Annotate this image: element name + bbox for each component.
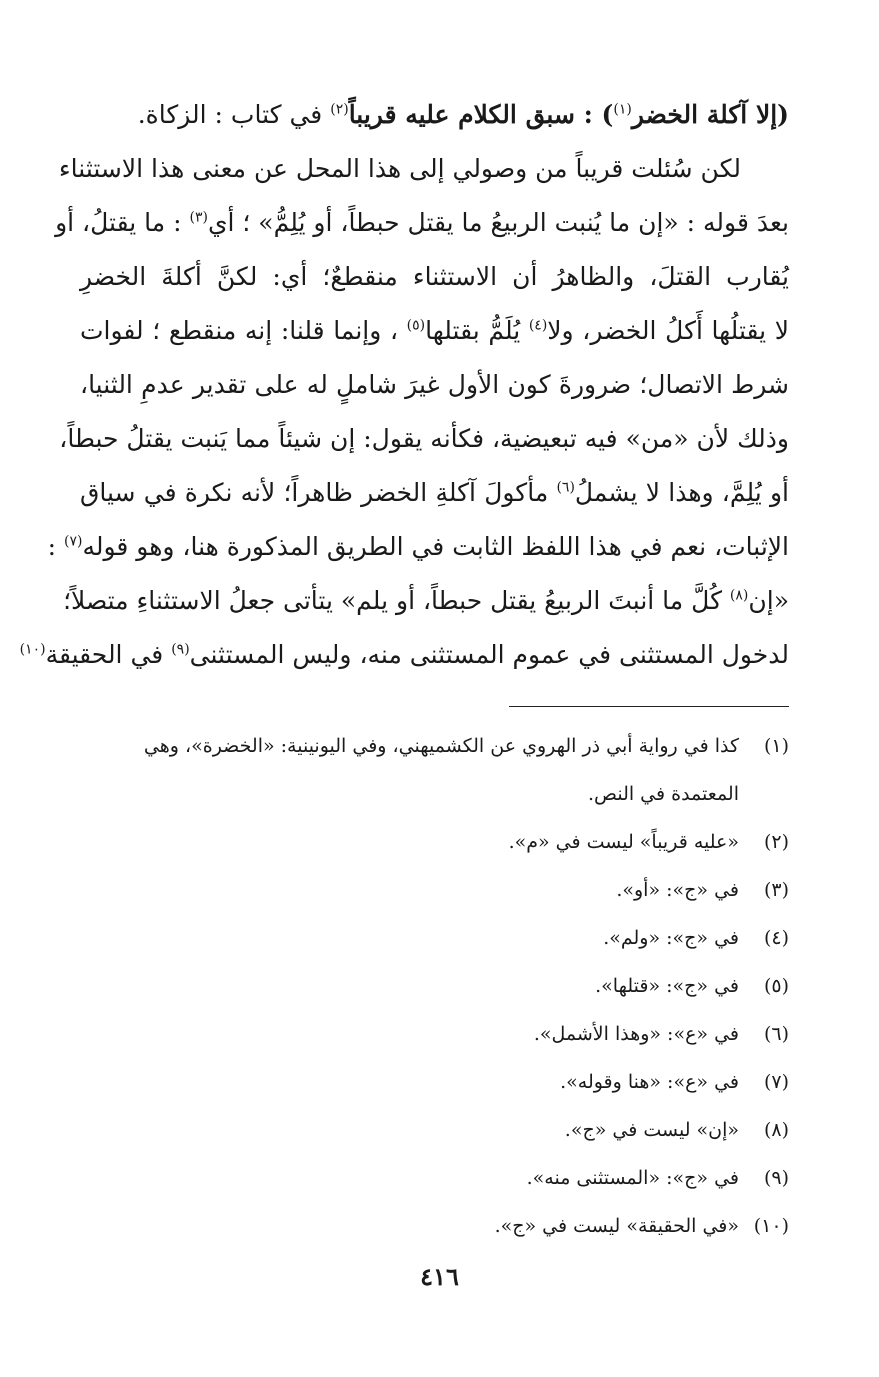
- footnote-number: (١): [763, 735, 789, 757]
- text-segment: في الحقيقة: [45, 640, 172, 669]
- hadith-heading: (إلا آكلة الخضر: [631, 100, 789, 129]
- footnote-ref[interactable]: (٩): [171, 641, 190, 658]
- text-segment: «إن: [748, 586, 789, 615]
- footnote-text: في «ج»: «قتلها».: [595, 975, 739, 997]
- text-segment: :: [47, 532, 64, 561]
- text-segment: أو يُلِمَّ، وهذا لا يشملُ: [574, 478, 789, 507]
- footnote-ref[interactable]: (١): [613, 101, 632, 118]
- footnote-number: (٦): [763, 1023, 789, 1045]
- footnote-number: (١٠): [753, 1215, 789, 1237]
- text-line-2: لكن سُئلت قريباً من وصولي إلى هذا المحل عن معنى هذا الاستثناء: [58, 154, 741, 183]
- text-line-4: يُقارب القتلَ، والظاهرُ أن الاستثناء منقطعٌ؛ أي: لكنَّ أكلةَ الخضرِ: [80, 262, 789, 291]
- footnote-number: (٩): [763, 1167, 789, 1189]
- text-segment: في كتاب : الزكاة.: [137, 100, 331, 129]
- text-line-6: شرط الاتصال؛ ضرورةَ كون الأول غيرَ شاملٍ له على تقدير عدمِ الثنيا،: [80, 370, 789, 399]
- text-segment: بعدَ قوله : «إن ما يُنبت الربيعُ ما يقتل حبطاً، أو يُلِمُّ» ؛ أي: [207, 208, 789, 237]
- footnote-ref[interactable]: (٦): [556, 479, 575, 496]
- text-line-8: [80, 466, 789, 520]
- main-text: [19, 88, 789, 682]
- footnote-ref[interactable]: (٣): [189, 209, 208, 226]
- footnote-text-continuation: المعتمدة في النص.: [588, 783, 739, 805]
- footnote-7: [80, 1058, 789, 1106]
- footnote-text: في «ج»: «المستثنى منه».: [526, 1167, 739, 1189]
- footnote-2: [80, 818, 789, 866]
- footnote-text: في «ع»: «وهذا الأشمل».: [533, 1023, 739, 1045]
- footnote-6: [80, 1010, 789, 1058]
- footnote-separator: [509, 706, 789, 707]
- text-line-3: [55, 196, 789, 250]
- footnote-4: [80, 914, 789, 962]
- footnote-text: «إن» ليست في «ج».: [564, 1119, 739, 1141]
- footnote-ref[interactable]: (٢): [330, 101, 349, 118]
- footnote-number: (٤): [763, 927, 789, 949]
- text-segment: لدخول المستثنى في عموم المستثنى منه، وليس المستثنى: [189, 640, 789, 669]
- footnote-3: [80, 866, 789, 914]
- footnote-text: في «ج»: «ولم».: [603, 927, 739, 949]
- footnote-ref[interactable]: (٥): [406, 317, 426, 334]
- footnote-1: [80, 722, 789, 818]
- footnote-number: (٧): [763, 1071, 789, 1093]
- footnote-5: [80, 962, 789, 1010]
- footnote-number: (٣): [763, 879, 789, 901]
- text-line-5: [80, 304, 789, 358]
- footnote-number: (٥): [763, 975, 789, 997]
- footnote-ref[interactable]: (٤): [528, 317, 548, 334]
- footnotes-section: [80, 722, 789, 1250]
- text-segment: كُلَّ ما أنبتَ الربيعُ يقتل حبطاً، أو يلم» يتأتى جعلُ الاستثناءِ متصلاً؛: [63, 586, 730, 615]
- footnote-ref[interactable]: (٧): [63, 533, 83, 550]
- footnote-10: [80, 1202, 789, 1250]
- footnote-ref[interactable]: (١٠): [19, 641, 46, 658]
- footnote-text: في «ج»: «أو».: [616, 879, 739, 901]
- footnote-text: في «ع»: «هنا وقوله».: [560, 1071, 739, 1093]
- footnote-text-line: كذا في رواية أبي ذر الهروي عن الكشميهني، وفي اليونينية: «الخضرة»، وهي: [143, 735, 739, 757]
- text-line-9: [47, 520, 789, 574]
- page-number: ٤١٦: [420, 1262, 459, 1291]
- hadith-heading-tail: ) : سبق الكلام عليه قريباً: [348, 100, 614, 129]
- text-segment: ، وإنما قلنا: إنه منقطع ؛ لفوات: [80, 316, 407, 345]
- text-line-7: وذلك لأن «من» فيه تبعيضية، فكأنه يقول: إن شيئاً مما يَنبت يقتلُ حبطاً،: [59, 424, 789, 453]
- footnote-9: [80, 1154, 789, 1202]
- text-line-11: [19, 628, 789, 682]
- footnote-ref[interactable]: (٨): [729, 587, 749, 604]
- text-segment: : ما يقتلُ، أو: [55, 208, 190, 237]
- text-segment: يُلَمُّ بقتلها: [425, 316, 529, 345]
- footnote-text: «في الحقيقة» ليست في «ج».: [494, 1215, 739, 1237]
- footnote-text: «عليه قريباً» ليست في «م».: [508, 831, 739, 853]
- footnote-8: [80, 1106, 789, 1154]
- text-segment: الإثبات، نعم في هذا اللفظ الثابت في الطريق المذكورة هنا، وهو قوله: [82, 532, 789, 561]
- text-line-10: [63, 574, 789, 628]
- text-line-1: [80, 88, 789, 142]
- footnote-text: [80, 722, 739, 818]
- text-segment: مأكولَ آكلةِ الخضر ظاهراً؛ لأنه نكرة في سياق: [80, 478, 557, 507]
- footnote-number: (٨): [763, 1119, 789, 1141]
- text-segment: لا يقتلُها أَكلُ الخضر، ولا: [547, 316, 789, 345]
- footnote-number: (٢): [763, 831, 789, 853]
